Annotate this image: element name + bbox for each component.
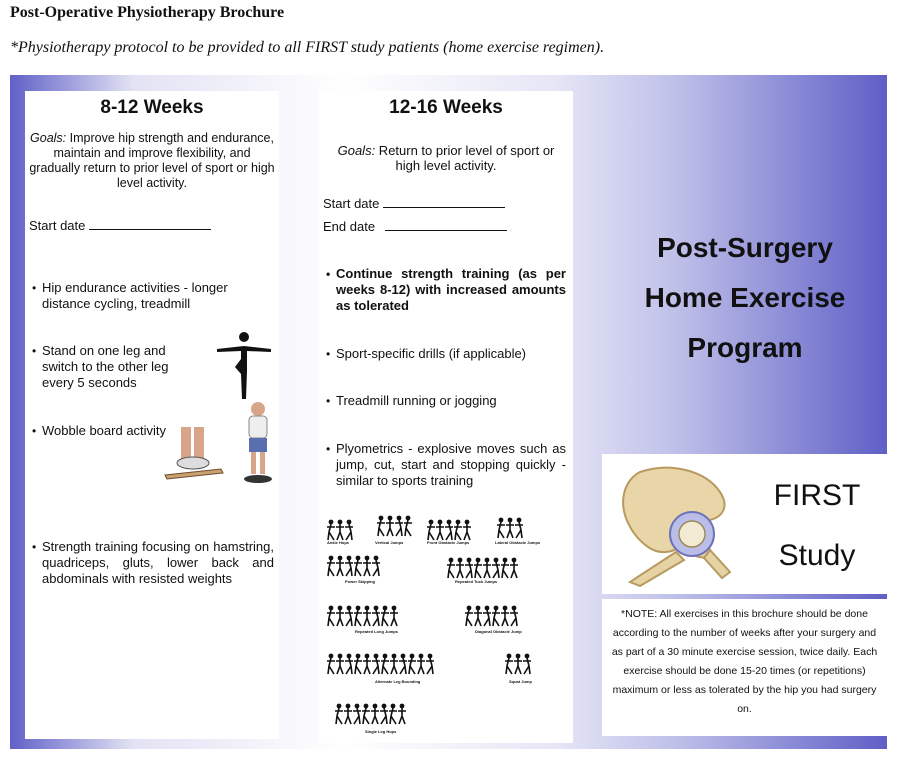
drill-label: Vertical Jumps <box>375 540 404 545</box>
stick-figure <box>408 654 416 674</box>
stick-figure <box>514 654 522 674</box>
stick-figure <box>336 654 344 674</box>
stick-figure <box>345 606 353 626</box>
goals-text <box>327 143 565 173</box>
program-title-line: Post-Surgery <box>657 232 833 263</box>
list-item: • Hip endurance activities - longer distance cycling, treadmill <box>32 280 228 311</box>
stick-figure <box>327 556 335 576</box>
list-item: • Wobble board activity <box>32 423 167 438</box>
stick-figure <box>417 654 425 674</box>
panel-8-12-weeks <box>25 91 279 739</box>
stick-figure <box>404 516 412 536</box>
list-item: • Plyometrics - explosive moves such as jump, cut, start and stopping quickly - similar to sports training <box>326 441 566 488</box>
stick-figure <box>465 606 473 626</box>
list-item: • Sport-specific drills (if applicable) <box>326 346 527 361</box>
stick-figure <box>377 516 385 536</box>
stick-figure <box>372 606 380 626</box>
stick-figure <box>380 704 388 724</box>
start-date-line <box>29 217 211 233</box>
stick-figure <box>327 654 335 674</box>
plyometric-drills-illustration <box>325 511 567 741</box>
start-date-blank <box>89 217 211 230</box>
stick-figure <box>390 606 398 626</box>
stick-figure <box>510 558 518 578</box>
drill-group <box>327 520 353 545</box>
stick-figure <box>456 558 464 578</box>
stick-figure <box>463 520 471 540</box>
stick-figure <box>386 516 394 536</box>
stick-figure <box>510 606 518 626</box>
drill-label: Lateral Obstacle Jumps <box>495 540 541 545</box>
wobble-board-figure <box>163 399 281 491</box>
stick-figure <box>381 606 389 626</box>
stick-figure <box>345 520 353 540</box>
stick-figure <box>389 704 397 724</box>
stick-figure <box>362 704 370 724</box>
drill-group <box>465 606 522 634</box>
list-item: • Stand on one leg and switch to the other leg every 5 seconds <box>32 343 169 390</box>
stick-figure <box>372 654 380 674</box>
end-date-blank <box>385 218 507 231</box>
stick-figure <box>426 654 434 674</box>
stick-figure <box>483 606 491 626</box>
stick-figure <box>474 606 482 626</box>
stick-figure <box>427 520 435 540</box>
stick-figure <box>492 606 500 626</box>
stick-figure <box>501 606 509 626</box>
study-box <box>602 454 887 594</box>
list-item: • Treadmill running or jogging <box>326 393 497 408</box>
drill-label: Repeated Long Jumps <box>355 629 398 634</box>
stick-figure <box>353 704 361 724</box>
program-title-line: Program <box>687 332 803 363</box>
stick-figure <box>454 520 462 540</box>
panel-heading: 12-16 Weeks <box>389 97 503 118</box>
drill-group <box>335 704 406 734</box>
stick-figure <box>390 654 398 674</box>
drill-group <box>375 516 412 545</box>
start-date-blank <box>383 195 505 208</box>
drill-label: Single Leg Hops <box>365 729 397 734</box>
goals-body: Improve hip strength and endurance, maintain and improve flexibility, and gradually return to prior level of sport or high level activity. <box>29 131 275 190</box>
stick-figure <box>398 704 406 724</box>
drill-label: Power Skipping <box>345 579 376 584</box>
stick-figure <box>515 518 523 538</box>
program-title <box>610 223 880 373</box>
stick-figure <box>363 556 371 576</box>
stick-figure <box>501 558 509 578</box>
drill-group <box>505 654 532 684</box>
exercise-note: *NOTE: All exercises in this brochure should be done according to the number of weeks after your surgery and as part of a 30 minute exercise session, twice daily. Each exercise should be done 15-20 times (or repetitions) maximum or less as tolerated by the hip you had surgery on. <box>611 608 878 715</box>
brochure <box>10 75 887 749</box>
end-date-line <box>323 218 507 234</box>
goals-text <box>29 131 275 191</box>
study-line: Study <box>778 539 856 572</box>
stick-figure <box>336 606 344 626</box>
panel-heading: 8-12 Weeks <box>100 97 204 118</box>
stick-figure <box>344 704 352 724</box>
stick-figure <box>335 704 343 724</box>
stick-figure <box>483 558 491 578</box>
stick-figure <box>395 516 403 536</box>
stick-figure <box>497 518 505 538</box>
end-date-label: End date <box>323 219 376 234</box>
drill-group <box>327 556 380 584</box>
stick-figure <box>363 606 371 626</box>
stick-figure <box>345 556 353 576</box>
start-date-label: Start date <box>323 196 380 211</box>
drill-label: Diagonal Obstacle Jump <box>475 629 522 634</box>
stick-figure <box>492 558 500 578</box>
drill-label: Front Obstacle Jumps <box>427 540 470 545</box>
stick-figure <box>354 556 362 576</box>
start-date-line <box>323 195 505 211</box>
stick-figure <box>327 520 335 540</box>
drill-group <box>327 606 399 634</box>
hip-joint-icon <box>610 462 750 588</box>
drill-label: Ankle Hops <box>327 540 350 545</box>
stick-figure <box>354 606 362 626</box>
goals-body: Return to prior level of sport or high level activity. <box>375 143 555 173</box>
program-title-line: Home Exercise <box>644 282 846 313</box>
drill-group <box>447 558 518 584</box>
stick-figure <box>436 520 444 540</box>
stick-figure <box>445 520 453 540</box>
stick-figure <box>336 520 344 540</box>
note-box <box>602 599 887 736</box>
stick-figure <box>506 518 514 538</box>
drill-label: Squat Jump <box>509 679 532 684</box>
goals-label: Goals: <box>337 143 376 158</box>
one-leg-balance-figure <box>213 329 273 401</box>
start-date-label: Start date <box>29 218 86 233</box>
stick-figure <box>505 654 513 674</box>
stick-figure <box>447 558 455 578</box>
stick-figure <box>474 558 482 578</box>
drill-label: Alternate Leg Bounding <box>375 679 421 684</box>
stick-figure <box>523 654 531 674</box>
list-item: • Continue strength training (as per weeks 8-12) with increased amounts as tolerated <box>326 266 566 313</box>
stick-figure <box>381 654 389 674</box>
stick-figure <box>345 654 353 674</box>
drill-group <box>495 518 541 545</box>
drill-group <box>427 520 471 545</box>
stick-figure <box>327 606 335 626</box>
panel-12-16-weeks <box>319 91 573 743</box>
stick-figure <box>372 556 380 576</box>
document-subtitle: *Physiotherapy protocol to be provided to all FIRST study patients (home exercise regimen). <box>10 39 605 56</box>
stick-figure <box>465 558 473 578</box>
goals-label: Goals: <box>30 131 67 145</box>
stick-figure <box>354 654 362 674</box>
stick-figure <box>399 654 407 674</box>
stick-figure <box>363 654 371 674</box>
document-title: Post-Operative Physiotherapy Brochure <box>10 4 285 21</box>
stick-figure <box>336 556 344 576</box>
list-item: • Strength training focusing on hamstring, quadriceps, gluts, lower back and abdominals with resisted weights <box>32 539 274 586</box>
first-study-label <box>752 466 882 586</box>
study-line: FIRST <box>773 479 861 512</box>
stick-figure <box>371 704 379 724</box>
drill-group <box>327 654 434 684</box>
drill-label: Repeated Tuck Jumps <box>455 579 498 584</box>
